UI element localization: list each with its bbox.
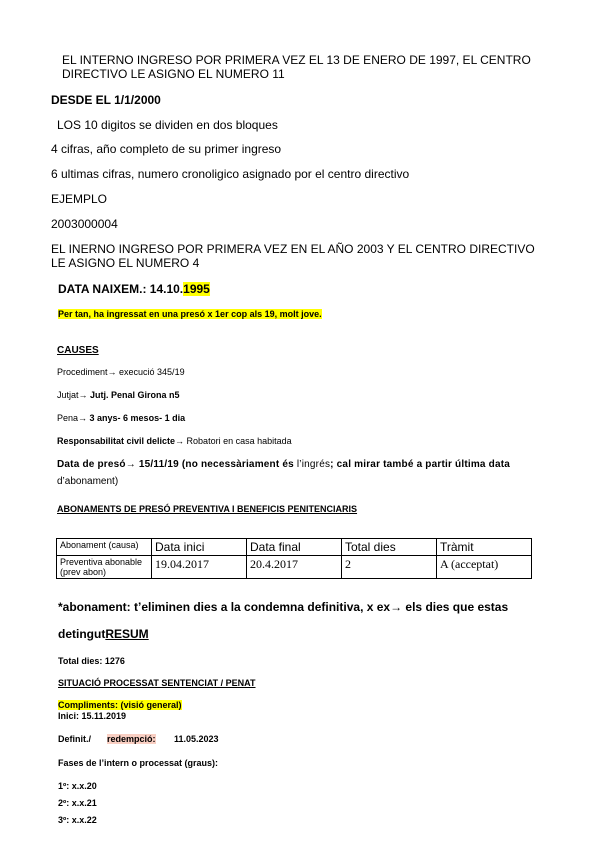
situacio-heading: SITUACIÓ PROCESSAT SENTENCIAT / PENAT: [58, 678, 256, 688]
jutjat-label: Jutjat→: [57, 390, 91, 400]
fase-3: 3º: x.x.22: [58, 815, 97, 825]
block1-text: 4 cifras, año completo de su primer ingreso: [51, 142, 282, 156]
digits-text: LOS 10 digitos se dividen en dos bloques: [57, 118, 278, 132]
pena-label: Pena→: [57, 413, 90, 423]
date-line-bold: Data de presó→ 15/11/19 (no necessàriament és: [57, 459, 297, 470]
resum-heading: RESUM: [105, 627, 149, 641]
causes-heading: CAUSES: [57, 345, 99, 356]
fase-2: 2º: x.x.21: [58, 798, 97, 808]
definit-label: Definit./: [58, 734, 91, 744]
date-line-bold-2: ; cal mirar també a partir última data: [330, 459, 511, 470]
compliments-text: Compliments: (visió general): [58, 700, 182, 710]
abonament-note-prefix: detingut: [58, 627, 106, 641]
redempcio-text: redempció:: [107, 734, 156, 744]
table-cell: A (acceptat): [437, 556, 532, 579]
causes-jutjat: [57, 390, 180, 400]
causes-responsabilitat: [57, 436, 292, 446]
table-cell: 2: [342, 556, 437, 579]
intro-line-1: EL INTERNO INGRESO POR PRIMERA VEZ EL 13 DE ENERO DE 1997, EL CENTRO: [62, 53, 531, 67]
fases-heading: Fases de l’intern o processat (graus):: [58, 758, 219, 768]
birth-date-label: DATA NAIXEM.: 14.10.: [58, 282, 184, 296]
causes-procediment: Procediment→ execució 345/19: [57, 367, 185, 377]
example-value: 2003000004: [51, 217, 118, 231]
example-desc-line-2: LE ASIGNO EL NUMERO 4: [51, 256, 200, 270]
causes-pena: [57, 413, 185, 423]
example-desc-line-1: EL INERNO INGRESO POR PRIMERA VEZ EN EL AÑO 2003 Y EL CENTRO DIRECTIVO: [51, 242, 535, 256]
age-note: [58, 309, 322, 319]
column-header: Total dies: [342, 539, 437, 556]
column-header: Abonament (causa): [57, 539, 152, 556]
column-header: Data inici: [152, 539, 247, 556]
birth-year: 1995: [183, 282, 210, 296]
table-cell: Preventiva abonable (prev abon): [57, 556, 152, 579]
total-dies: Total dies: 1276: [58, 656, 125, 666]
jutjat-value: Jutj. Penal Girona n5: [90, 390, 180, 400]
causes-date-line-2: d’abonament): [57, 476, 119, 487]
redempcio-label: [107, 734, 156, 744]
abonaments-table: [56, 538, 532, 579]
compliments-label: [58, 700, 182, 710]
block2-text: 6 ultimas cifras, numero cronoligico asignado por el centro directivo: [51, 167, 410, 181]
causes-date-line-1: [57, 459, 510, 470]
table-cell: 19.04.2017: [152, 556, 247, 579]
since-heading: DESDE EL 1/1/2000: [51, 93, 161, 107]
table-header-row: [57, 539, 532, 556]
column-header: Data final: [247, 539, 342, 556]
fase-1: 1º: x.x.20: [58, 781, 97, 791]
abonaments-heading: ABONAMENTS DE PRESÓ PREVENTIVA I BENEFICIS PENITENCIARIS: [57, 504, 358, 514]
pena-value: 3 anys- 6 mesos- 1 dia: [89, 413, 186, 423]
redempcio-date: 11.05.2023: [174, 734, 219, 744]
example-label: EJEMPLO: [51, 192, 108, 206]
resp-value: Robatori en casa habitada: [186, 436, 292, 446]
intro-line-2: DIRECTIVO LE ASIGNO EL NUMERO 11: [62, 67, 285, 81]
resp-label: Responsabilitat civil delicte→: [57, 436, 187, 446]
abonament-note-line-1: *abonament: t’eliminen dies a la condemna definitiva, x ex→ els dies que estas: [58, 600, 509, 614]
date-line-normal: l’ingrés: [296, 459, 331, 470]
column-header: Tràmit: [437, 539, 532, 556]
abonament-note-line-2: [58, 627, 149, 641]
inici-date: Inici: 15.11.2019: [58, 711, 127, 721]
birth-date: [58, 282, 210, 296]
table-row: [57, 556, 532, 579]
table-cell: 20.4.2017: [247, 556, 342, 579]
age-note-text: Per tan, ha ingressat en una presó x 1er cop als 19, molt jove.: [58, 309, 322, 319]
